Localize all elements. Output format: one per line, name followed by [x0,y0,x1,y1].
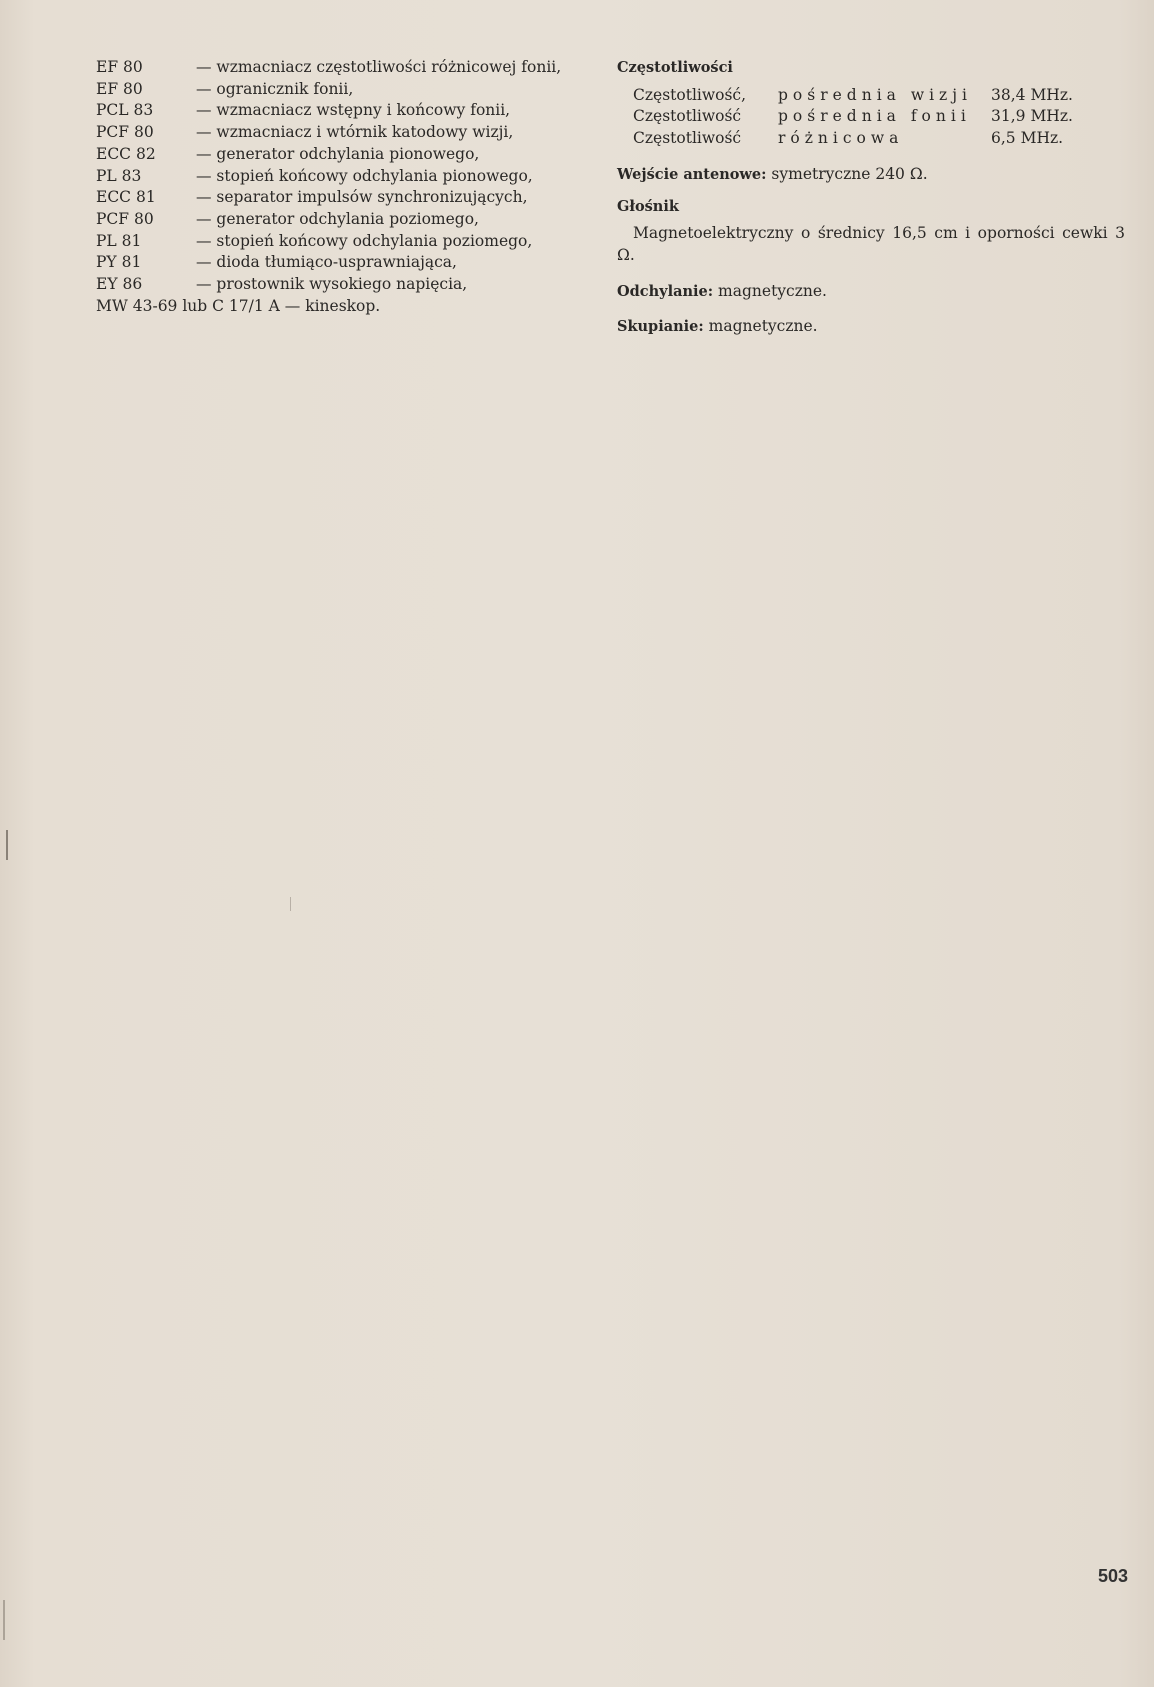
tube-code: PL 81 [96,231,142,250]
tube-list [96,57,596,317]
frequency-value: 38,4 MHz. [991,85,1073,104]
picture-tube-line: MW 43-69 lub C 17/1 A — kineskop. [96,296,381,315]
frequency-type: pośrednia fonii [778,107,971,126]
tube-description: — wzmacniacz częstotliwości różnicowej fonii, [196,58,562,76]
frequency-value: 6,5 MHz. [991,129,1064,148]
tube-description: — stopień końcowy odchylania poziomego, [196,231,533,250]
tube-description: — prostownik wysokiego napięcia, [196,275,468,294]
paper-mark [6,830,8,860]
tube-row [96,166,596,188]
frequency-type: różnicowa [778,129,904,148]
page-number: 503 [1098,1566,1129,1586]
tube-description: — generator odchylania poziomego, [196,209,479,228]
frequency-type: pośrednia wizji [778,85,972,104]
tube-code: PL 83 [96,166,142,185]
tube-description: — wzmacniacz i wtórnik katodowy wizji, [196,123,514,142]
tube-code: ECC 82 [96,144,156,163]
tube-description: — separator impulsów synchronizujących, [196,188,528,207]
paper-mark [290,897,291,911]
paper-mark [3,1600,5,1640]
tube-row [96,79,596,101]
frequency-row [633,106,1125,128]
tube-code: PCL 83 [96,101,154,120]
tube-code: EF 80 [96,58,143,76]
frequency-row [633,85,1125,107]
tube-row [96,252,596,274]
frequency-row [633,128,1125,150]
antenna-input [617,164,1125,186]
speaker-description: Magnetoelektryczny o średnicy 16,5 cm i oporności cewki 3 Ω. [617,224,1125,264]
frequency-value: 31,9 MHz. [991,107,1073,126]
frequency-label: Częstotliwość [633,107,742,126]
tube-code: PY 81 [96,253,142,272]
frequency-list [617,85,1125,150]
frequencies-heading: Częstotliwości [617,59,733,76]
frequency-label: Częstotliwość, [633,85,747,104]
speaker-heading: Głośnik [617,197,679,215]
tube-description: — generator odchylania pionowego, [196,144,480,163]
frequency-label: Częstotliwość [633,129,742,148]
focusing [617,316,1125,338]
antenna-label: Wejście antenowe: [617,165,767,183]
deflection-label: Odchylanie: [617,282,714,300]
antenna-value: symetryczne 240 Ω. [771,164,928,183]
tube-code: PCF 80 [96,123,154,142]
tube-description: — ogranicznik fonii, [196,79,354,98]
focusing-value: magnetyczne. [708,317,818,336]
tube-code: PCF 80 [96,209,154,228]
deflection-value: magnetyczne. [718,281,827,300]
tube-description: — stopień końcowy odchylania pionowego, [196,166,533,185]
tube-row [96,231,596,253]
tube-row [96,144,596,166]
tube-row [96,57,596,79]
tube-row [96,274,596,296]
tube-description: — dioda tłumiąco-usprawniająca, [196,253,457,272]
tube-code: ECC 81 [96,188,156,207]
tube-code: EY 86 [96,275,143,294]
tube-row [96,100,596,122]
deflection [617,281,1125,303]
specifications [617,57,1125,338]
tube-code: EF 80 [96,79,143,98]
tube-row [96,122,596,144]
focusing-label: Skupianie: [617,318,704,336]
tube-description: — wzmacniacz wstępny i końcowy fonii, [196,101,511,120]
tube-row [96,187,596,209]
tube-row [96,209,596,231]
